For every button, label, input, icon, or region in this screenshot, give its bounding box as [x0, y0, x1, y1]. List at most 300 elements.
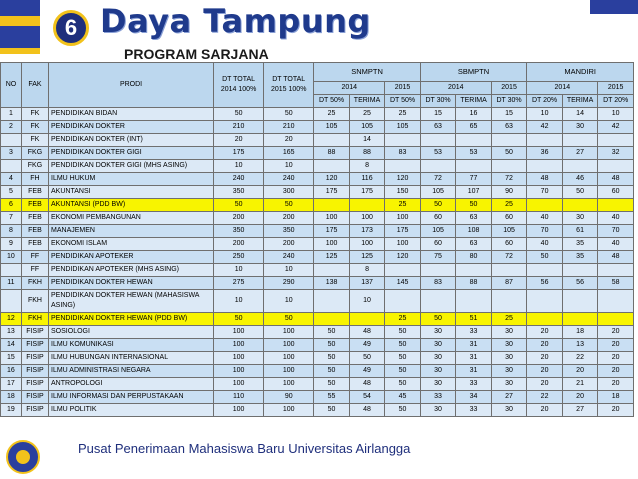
cell-dt-2014: 110: [214, 391, 264, 404]
cell-dt-2015: 100: [264, 352, 314, 365]
cell-dt-2014: 100: [214, 352, 264, 365]
cell-value: 107: [456, 186, 492, 199]
cell-no: 3: [1, 147, 22, 160]
cell-dt-2015: 100: [264, 378, 314, 391]
cell-prodi: ILMU ADMINISTRASI NEGARA: [49, 365, 214, 378]
cell-value: 60: [491, 238, 527, 251]
cell-value: [562, 160, 598, 173]
cell-value: 175: [385, 225, 421, 238]
cell-dt-2014: 350: [214, 225, 264, 238]
cell-value: 80: [456, 251, 492, 264]
cell-value: 35: [562, 251, 598, 264]
cell-value: 35: [562, 238, 598, 251]
cell-dt-2015: 50: [264, 108, 314, 121]
cell-value: [598, 290, 634, 313]
cell-value: 100: [314, 238, 350, 251]
cell-value: 10: [349, 290, 385, 313]
cell-fak: FISIP: [21, 391, 48, 404]
cell-dt-2014: 250: [214, 251, 264, 264]
cell-dt-2015: 50: [264, 313, 314, 326]
cell-value: 31: [456, 339, 492, 352]
cell-prodi: ILMU HUBUNGAN INTERNASIONAL: [49, 352, 214, 365]
cell-dt-2015: 240: [264, 173, 314, 186]
header-mandiri: MANDIRI: [527, 63, 634, 82]
cell-value: [314, 313, 350, 326]
table-row: [1, 199, 634, 212]
cell-prodi: PENDIDIKAN DOKTER HEWAN (PDD BW): [49, 313, 214, 326]
cell-value: 83: [385, 147, 421, 160]
cell-prodi: PENDIDIKAN DOKTER GIGI (MHS ASING): [49, 160, 214, 173]
cell-value: 27: [562, 404, 598, 417]
cell-value: 50: [385, 378, 421, 391]
cell-prodi: PENDIDIKAN DOKTER HEWAN (MAHASISWA ASING): [49, 290, 214, 313]
header-mandiri-2014: 2014: [527, 82, 598, 95]
cell-value: 20: [527, 365, 563, 378]
header-no: NO: [1, 63, 22, 108]
table-row: [1, 404, 634, 417]
cell-value: 14: [349, 134, 385, 147]
cell-dt-2014: 200: [214, 212, 264, 225]
cell-value: [562, 264, 598, 277]
cell-value: 31: [456, 365, 492, 378]
table-row: [1, 186, 634, 199]
cell-value: 50: [314, 404, 350, 417]
cell-value: 31: [456, 352, 492, 365]
cell-dt-2015: 100: [264, 365, 314, 378]
cell-value: [562, 313, 598, 326]
cell-value: 25: [385, 108, 421, 121]
cell-value: 108: [456, 225, 492, 238]
cell-fak: FH: [21, 173, 48, 186]
cell-no: [1, 290, 22, 313]
header-sub-8: DT 20%: [598, 95, 634, 108]
cell-fak: FKH: [21, 277, 48, 290]
cell-value: 25: [314, 108, 350, 121]
cell-value: 40: [598, 212, 634, 225]
cell-no: 13: [1, 326, 22, 339]
cell-dt-2014: 50: [214, 199, 264, 212]
cell-value: 72: [491, 173, 527, 186]
cell-fak: FK: [21, 108, 48, 121]
cell-value: 105: [491, 225, 527, 238]
cell-value: 20: [527, 404, 563, 417]
cell-no: 19: [1, 404, 22, 417]
cell-value: 45: [385, 391, 421, 404]
cell-fak: FISIP: [21, 352, 48, 365]
cell-no: 2: [1, 121, 22, 134]
cell-value: 105: [349, 121, 385, 134]
cell-value: 15: [420, 108, 456, 121]
cell-value: 30: [420, 339, 456, 352]
cell-value: 32: [598, 147, 634, 160]
cell-value: 70: [527, 186, 563, 199]
cell-value: 20: [527, 326, 563, 339]
cell-prodi: PENDIDIKAN DOKTER (INT): [49, 134, 214, 147]
cell-value: 20: [598, 339, 634, 352]
cell-value: 48: [527, 173, 563, 186]
cell-no: [1, 134, 22, 147]
cell-value: 18: [562, 326, 598, 339]
cell-no: 12: [1, 313, 22, 326]
cell-value: 20: [562, 365, 598, 378]
cell-value: 175: [349, 186, 385, 199]
cell-value: 105: [314, 121, 350, 134]
cell-value: 42: [527, 121, 563, 134]
cell-value: 48: [349, 326, 385, 339]
cell-dt-2015: 10: [264, 160, 314, 173]
cell-value: 50: [314, 326, 350, 339]
cell-value: 65: [456, 121, 492, 134]
cell-dt-2014: 100: [214, 326, 264, 339]
cell-value: [420, 290, 456, 313]
cell-value: 20: [598, 378, 634, 391]
cell-value: [420, 160, 456, 173]
cell-value: 53: [456, 147, 492, 160]
cell-value: 70: [527, 225, 563, 238]
cell-no: 5: [1, 186, 22, 199]
table-row: [1, 160, 634, 173]
cell-dt-2015: 210: [264, 121, 314, 134]
cell-value: [456, 290, 492, 313]
cell-fak: FEB: [21, 238, 48, 251]
university-logo-icon: [6, 440, 40, 474]
cell-value: [598, 199, 634, 212]
cell-value: 100: [314, 212, 350, 225]
header-sub-1: TERIMA: [349, 95, 385, 108]
cell-value: 10: [598, 108, 634, 121]
header-sbmptn-2014: 2014: [420, 82, 491, 95]
table-row: [1, 378, 634, 391]
header-sub-2: DT 50%: [385, 95, 421, 108]
cell-dt-2015: 10: [264, 290, 314, 313]
table-row: [1, 290, 634, 313]
cell-value: 72: [491, 251, 527, 264]
cell-fak: FISIP: [21, 378, 48, 391]
cell-value: 50: [491, 147, 527, 160]
slide-number-badge: 6: [53, 10, 89, 46]
cell-value: [385, 160, 421, 173]
cell-no: 10: [1, 251, 22, 264]
cell-value: 30: [491, 404, 527, 417]
cell-value: 14: [562, 108, 598, 121]
cell-value: [385, 290, 421, 313]
cell-value: 60: [420, 212, 456, 225]
table-row: [1, 238, 634, 251]
cell-value: 20: [598, 365, 634, 378]
cell-prodi: ANTROPOLOGI: [49, 378, 214, 391]
cell-fak: FEB: [21, 212, 48, 225]
cell-no: 11: [1, 277, 22, 290]
cell-value: 61: [562, 225, 598, 238]
cell-value: 72: [420, 173, 456, 186]
cell-value: 30: [420, 326, 456, 339]
cell-value: 83: [420, 277, 456, 290]
table-row: [1, 264, 634, 277]
decorative-bar: [590, 0, 638, 14]
cell-value: 50: [385, 365, 421, 378]
cell-value: [491, 264, 527, 277]
cell-value: [314, 290, 350, 313]
cell-value: 30: [420, 404, 456, 417]
cell-value: [491, 160, 527, 173]
header-sub-7: TERIMA: [562, 95, 598, 108]
header-sub-3: DT 30%: [420, 95, 456, 108]
cell-value: [598, 160, 634, 173]
cell-value: 105: [420, 225, 456, 238]
cell-value: [598, 134, 634, 147]
cell-dt-2014: 100: [214, 378, 264, 391]
cell-value: 50: [314, 378, 350, 391]
cell-value: 30: [491, 378, 527, 391]
cell-fak: FEB: [21, 199, 48, 212]
cell-value: 63: [456, 238, 492, 251]
cell-value: [527, 199, 563, 212]
header-sub-0: DT 50%: [314, 95, 350, 108]
header-dt-2014: DT TOTAL 2014 100%: [214, 63, 264, 108]
page-title: Daya Tampung: [100, 2, 371, 40]
cell-value: 50: [527, 251, 563, 264]
cell-value: 16: [456, 108, 492, 121]
cell-dt-2014: 275: [214, 277, 264, 290]
cell-value: [562, 290, 598, 313]
cell-value: 48: [349, 404, 385, 417]
header-fak: FAK: [21, 63, 48, 108]
cell-value: [314, 199, 350, 212]
cell-value: 20: [562, 391, 598, 404]
cell-value: 54: [349, 391, 385, 404]
cell-value: 63: [420, 121, 456, 134]
cell-value: 60: [598, 186, 634, 199]
cell-prodi: PENDIDIKAN BIDAN: [49, 108, 214, 121]
cell-value: 50: [349, 352, 385, 365]
cell-fak: FKH: [21, 290, 48, 313]
header-sub-5: DT 30%: [491, 95, 527, 108]
header-sub-6: DT 20%: [527, 95, 563, 108]
cell-value: [385, 134, 421, 147]
cell-value: 30: [491, 326, 527, 339]
cell-value: 175: [314, 225, 350, 238]
cell-fak: FKH: [21, 313, 48, 326]
cell-value: 25: [385, 313, 421, 326]
cell-value: 21: [562, 378, 598, 391]
cell-value: 30: [491, 339, 527, 352]
cell-prodi: AKUNTANSI: [49, 186, 214, 199]
cell-value: 51: [456, 313, 492, 326]
cell-dt-2014: 100: [214, 365, 264, 378]
cell-value: 13: [562, 339, 598, 352]
cell-value: [527, 313, 563, 326]
table-row: [1, 313, 634, 326]
cell-value: [527, 134, 563, 147]
cell-value: 137: [349, 277, 385, 290]
cell-value: [562, 134, 598, 147]
cell-no: 7: [1, 212, 22, 225]
cell-value: 30: [562, 212, 598, 225]
cell-value: 50: [562, 186, 598, 199]
cell-no: 6: [1, 199, 22, 212]
cell-prodi: EKONOMI PEMBANGUNAN: [49, 212, 214, 225]
header-snmptn-2014: 2014: [314, 82, 385, 95]
cell-value: 49: [349, 339, 385, 352]
cell-value: 53: [420, 147, 456, 160]
cell-value: [598, 264, 634, 277]
cell-value: [456, 134, 492, 147]
cell-value: 30: [491, 352, 527, 365]
cell-value: 175: [314, 186, 350, 199]
cell-value: 88: [456, 277, 492, 290]
cell-dt-2014: 10: [214, 160, 264, 173]
cell-fak: FKG: [21, 160, 48, 173]
cell-value: 120: [314, 173, 350, 186]
table-row: [1, 339, 634, 352]
cell-value: 22: [527, 391, 563, 404]
cell-prodi: SOSIOLOGI: [49, 326, 214, 339]
cell-fak: FISIP: [21, 404, 48, 417]
cell-prodi: ILMU HUKUM: [49, 173, 214, 186]
cell-prodi: ILMU INFORMASI DAN PERPUSTAKAAN: [49, 391, 214, 404]
cell-dt-2014: 20: [214, 134, 264, 147]
cell-value: 20: [527, 378, 563, 391]
cell-value: 34: [456, 391, 492, 404]
header-dt-2015: DT TOTAL 2015 100%: [264, 63, 314, 108]
cell-value: 50: [385, 352, 421, 365]
cell-dt-2014: 10: [214, 264, 264, 277]
table-row: [1, 108, 634, 121]
cell-value: [349, 199, 385, 212]
cell-value: 30: [420, 365, 456, 378]
cell-dt-2015: 200: [264, 238, 314, 251]
cell-value: 36: [527, 147, 563, 160]
table-row: [1, 173, 634, 186]
table-row: [1, 225, 634, 238]
capacity-table: [0, 62, 634, 417]
cell-value: 15: [491, 108, 527, 121]
cell-value: 125: [349, 251, 385, 264]
cell-value: 8: [349, 264, 385, 277]
cell-fak: FISIP: [21, 365, 48, 378]
header-sbmptn: SBMPTN: [420, 63, 527, 82]
cell-value: 20: [598, 352, 634, 365]
cell-value: [314, 264, 350, 277]
cell-value: 116: [349, 173, 385, 186]
cell-fak: FKG: [21, 147, 48, 160]
cell-no: 14: [1, 339, 22, 352]
cell-value: [598, 313, 634, 326]
cell-no: [1, 160, 22, 173]
table-row: [1, 352, 634, 365]
cell-dt-2014: 100: [214, 339, 264, 352]
cell-value: 25: [491, 199, 527, 212]
cell-value: 50: [314, 365, 350, 378]
cell-value: 63: [491, 121, 527, 134]
cell-value: 50: [385, 404, 421, 417]
cell-value: 77: [456, 173, 492, 186]
cell-value: 100: [385, 212, 421, 225]
cell-value: [385, 264, 421, 277]
cell-dt-2015: 100: [264, 326, 314, 339]
cell-value: 46: [562, 173, 598, 186]
cell-value: 100: [349, 238, 385, 251]
cell-value: 25: [491, 313, 527, 326]
cell-no: 16: [1, 365, 22, 378]
cell-prodi: PENDIDIKAN DOKTER: [49, 121, 214, 134]
header-prodi: PRODI: [49, 63, 214, 108]
cell-value: [420, 264, 456, 277]
cell-value: [314, 134, 350, 147]
cell-dt-2014: 100: [214, 404, 264, 417]
cell-prodi: ILMU POLITIK: [49, 404, 214, 417]
cell-value: 138: [314, 277, 350, 290]
cell-value: 56: [562, 277, 598, 290]
cell-dt-2014: 210: [214, 121, 264, 134]
cell-value: 60: [491, 212, 527, 225]
header-snmptn-2015: 2015: [385, 82, 421, 95]
cell-no: 18: [1, 391, 22, 404]
cell-dt-2015: 240: [264, 251, 314, 264]
cell-value: 33: [456, 404, 492, 417]
header-sbmptn-2015: 2015: [491, 82, 527, 95]
cell-dt-2015: 50: [264, 199, 314, 212]
cell-value: 50: [420, 199, 456, 212]
table-row: [1, 326, 634, 339]
cell-no: 4: [1, 173, 22, 186]
cell-dt-2014: 240: [214, 173, 264, 186]
cell-value: 70: [598, 225, 634, 238]
cell-value: 49: [349, 365, 385, 378]
cell-value: [420, 134, 456, 147]
table-row: [1, 212, 634, 225]
cell-value: 120: [385, 251, 421, 264]
footer-text: Pusat Penerimaan Mahasiswa Baru Universitas Airlangga: [78, 441, 411, 456]
cell-value: [527, 264, 563, 277]
cell-value: 75: [420, 251, 456, 264]
cell-value: [349, 313, 385, 326]
cell-no: 8: [1, 225, 22, 238]
header-snmptn: SNMPTN: [314, 63, 421, 82]
decorative-stripes: [0, 0, 40, 62]
cell-value: 25: [349, 108, 385, 121]
cell-value: 25: [385, 199, 421, 212]
page-subtitle: PROGRAM SARJANA: [124, 46, 269, 62]
cell-value: 10: [527, 108, 563, 121]
cell-value: 50: [314, 352, 350, 365]
cell-value: 145: [385, 277, 421, 290]
cell-value: 55: [314, 391, 350, 404]
cell-prodi: ILMU KOMUNIKASI: [49, 339, 214, 352]
cell-fak: FK: [21, 121, 48, 134]
header-sub-4: TERIMA: [456, 95, 492, 108]
cell-value: 105: [385, 121, 421, 134]
cell-value: 20: [527, 352, 563, 365]
cell-prodi: MANAJEMEN: [49, 225, 214, 238]
cell-value: 30: [420, 352, 456, 365]
cell-dt-2015: 350: [264, 225, 314, 238]
cell-prodi: EKONOMI ISLAM: [49, 238, 214, 251]
cell-dt-2015: 290: [264, 277, 314, 290]
cell-value: [491, 134, 527, 147]
cell-dt-2015: 200: [264, 212, 314, 225]
header-mandiri-2015: 2015: [598, 82, 634, 95]
cell-value: 48: [598, 173, 634, 186]
table-row: [1, 365, 634, 378]
cell-value: 33: [456, 378, 492, 391]
cell-value: 33: [456, 326, 492, 339]
cell-value: 50: [385, 339, 421, 352]
cell-value: 33: [420, 391, 456, 404]
cell-value: 125: [314, 251, 350, 264]
cell-value: 60: [420, 238, 456, 251]
cell-value: 30: [491, 365, 527, 378]
